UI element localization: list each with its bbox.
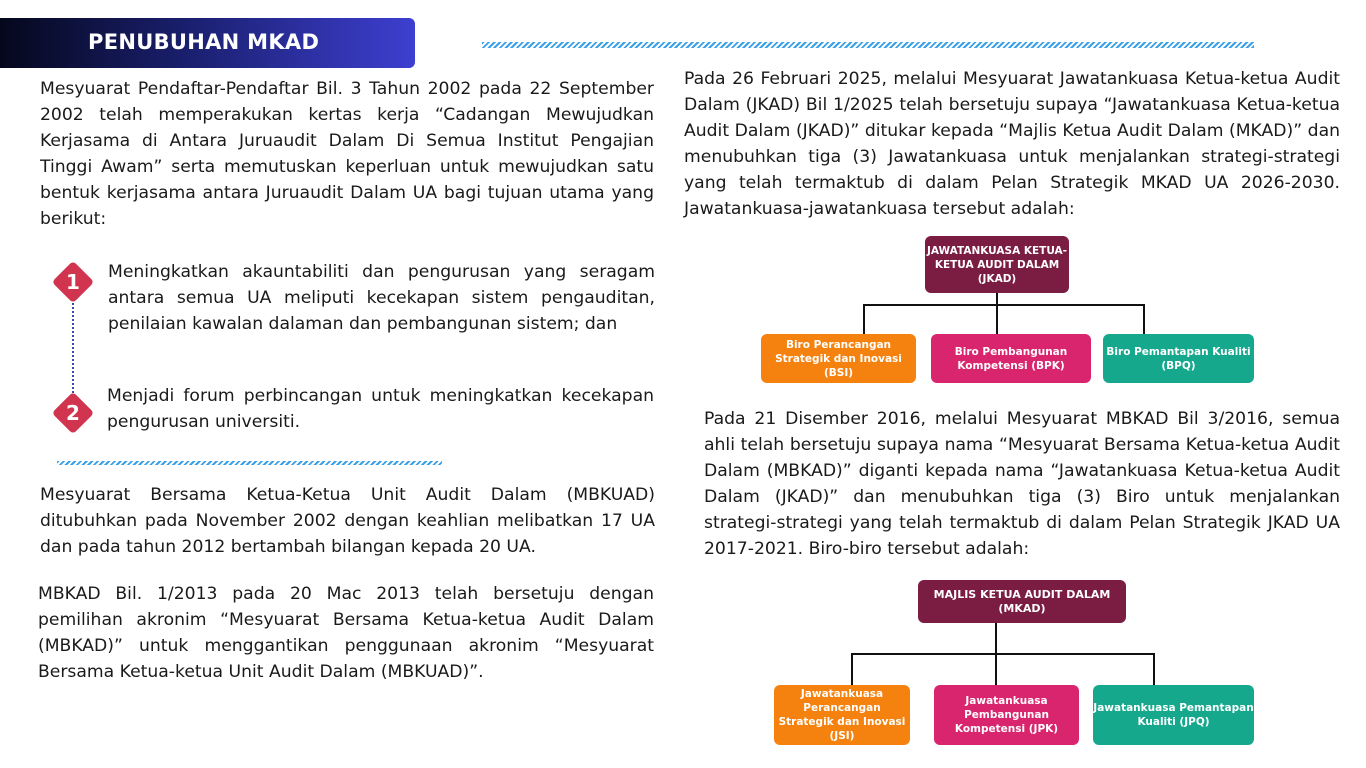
list-number-badge-2: 2	[52, 392, 94, 434]
org-connector	[1143, 304, 1145, 334]
org-node-jsi: Jawatankuasa Perancangan Strategik dan Inovasi (JSI)	[774, 685, 910, 745]
decorative-wave-divider	[482, 42, 1254, 48]
paragraph-2016: Pada 21 Disember 2016, melalui Mesyuarat MBKAD Bil 3/2016, semua ahli telah bersetuju supaya nama “Mesyuarat Bersama Ketua-ketua Audit Dalam (MBKAD)” diganti kepada nama “Jawatankuasa Ketua-ketua Audit Dalam (JKAD)” dan menubuhkan tiga (3) Biro untuk menjalankan strategi-strategi yang telah termaktub di dalam Pelan Strategik JKAD UA 2017-2021. Biro-biro tersebut adalah:	[704, 409, 1340, 559]
decorative-wave-divider-small	[57, 461, 442, 465]
org-top-mkad: MAJLIS KETUA AUDIT DALAM (MKAD)	[918, 580, 1126, 623]
org-connector	[851, 653, 853, 685]
list-connector-line	[72, 295, 74, 405]
org-connector	[851, 653, 1155, 655]
org-connector	[996, 293, 998, 334]
paragraph-mbkuad: Mesyuarat Bersama Ketua-Ketua Unit Audit Dalam (MBKUAD) ditubuhkan pada November 2002 dengan keahlian melibatkan 17 UA dan pada tahun 2012 bertambah bilangan kepada 20 UA.	[40, 485, 655, 557]
org-node-bpq: Biro Pemantapan Kualiti (BPQ)	[1103, 334, 1254, 383]
list-number-badge-1: 1	[52, 261, 94, 303]
org-node-jpk: Jawatankuasa Pembangunan Kompetensi (JPK)	[934, 685, 1079, 745]
list-item-2: Menjadi forum perbincangan untuk meningkatkan kecekapan pengurusan universiti.	[107, 386, 654, 432]
org-top-jkad: JAWATANKUASA KETUA-KETUA AUDIT DALAM (JKAD)	[925, 236, 1069, 293]
org-connector	[1153, 653, 1155, 685]
intro-paragraph: Mesyuarat Pendaftar-Pendaftar Bil. 3 Tahun 2002 pada 22 September 2002 telah memperakukan kertas kerja “Cadangan Mewujudkan Kerjasama di Antara Juruaudit Dalam Di Semua Institut Pengajian Tinggi Awam” serta memutuskan keperluan untuk mewujudkan satu bentuk kerjasama antara Juruaudit Dalam UA bagi tujuan utama yang berikut:	[40, 79, 654, 229]
org-connector	[863, 304, 1145, 306]
title-banner	[0, 18, 415, 68]
list-item-1: Meningkatkan akauntabiliti dan pengurusan yang seragam antara semua UA meliputi kecekapan sistem pengauditan, penilaian kawalan dalaman dan pembangunan sistem; dan	[108, 262, 655, 334]
org-connector	[863, 304, 865, 334]
paragraph-mbkad: MBKAD Bil. 1/2013 pada 20 Mac 2013 telah bersetuju dengan pemilihan akronim “Mesyuarat Bersama Ketua-ketua Audit Dalam (MBKAD)” untuk menggantikan penggunaan akronim “Mesyuarat Bersama Ketua-ketua Unit Audit Dalam (MBKUAD)”.	[38, 584, 654, 682]
org-node-jpq: Jawatankuasa Pemantapan Kualiti (JPQ)	[1093, 685, 1254, 745]
paragraph-2025: Pada 26 Februari 2025, melalui Mesyuarat Jawatankuasa Ketua-ketua Audit Dalam (JKAD) Bil 1/2025 telah bersetuju supaya “Jawatankuasa Ketua-ketua Audit Dalam (JKAD)” ditukar kepada “Majlis Ketua Audit Dalam (MKAD)” dan menubuhkan tiga (3) Jawatankuasa untuk menjalankan strategi-strategi yang telah termaktub di dalam Pelan Strategik MKAD UA 2026-2030. Jawatankuasa-jawatankuasa tersebut adalah:	[684, 69, 1340, 219]
page-title: PENUBUHAN MKAD	[88, 30, 320, 54]
org-node-bpk: Biro Pembangunan Kompetensi (BPK)	[931, 334, 1091, 383]
org-node-bsi: Biro Perancangan Strategik dan Inovasi (BSI)	[761, 334, 916, 383]
